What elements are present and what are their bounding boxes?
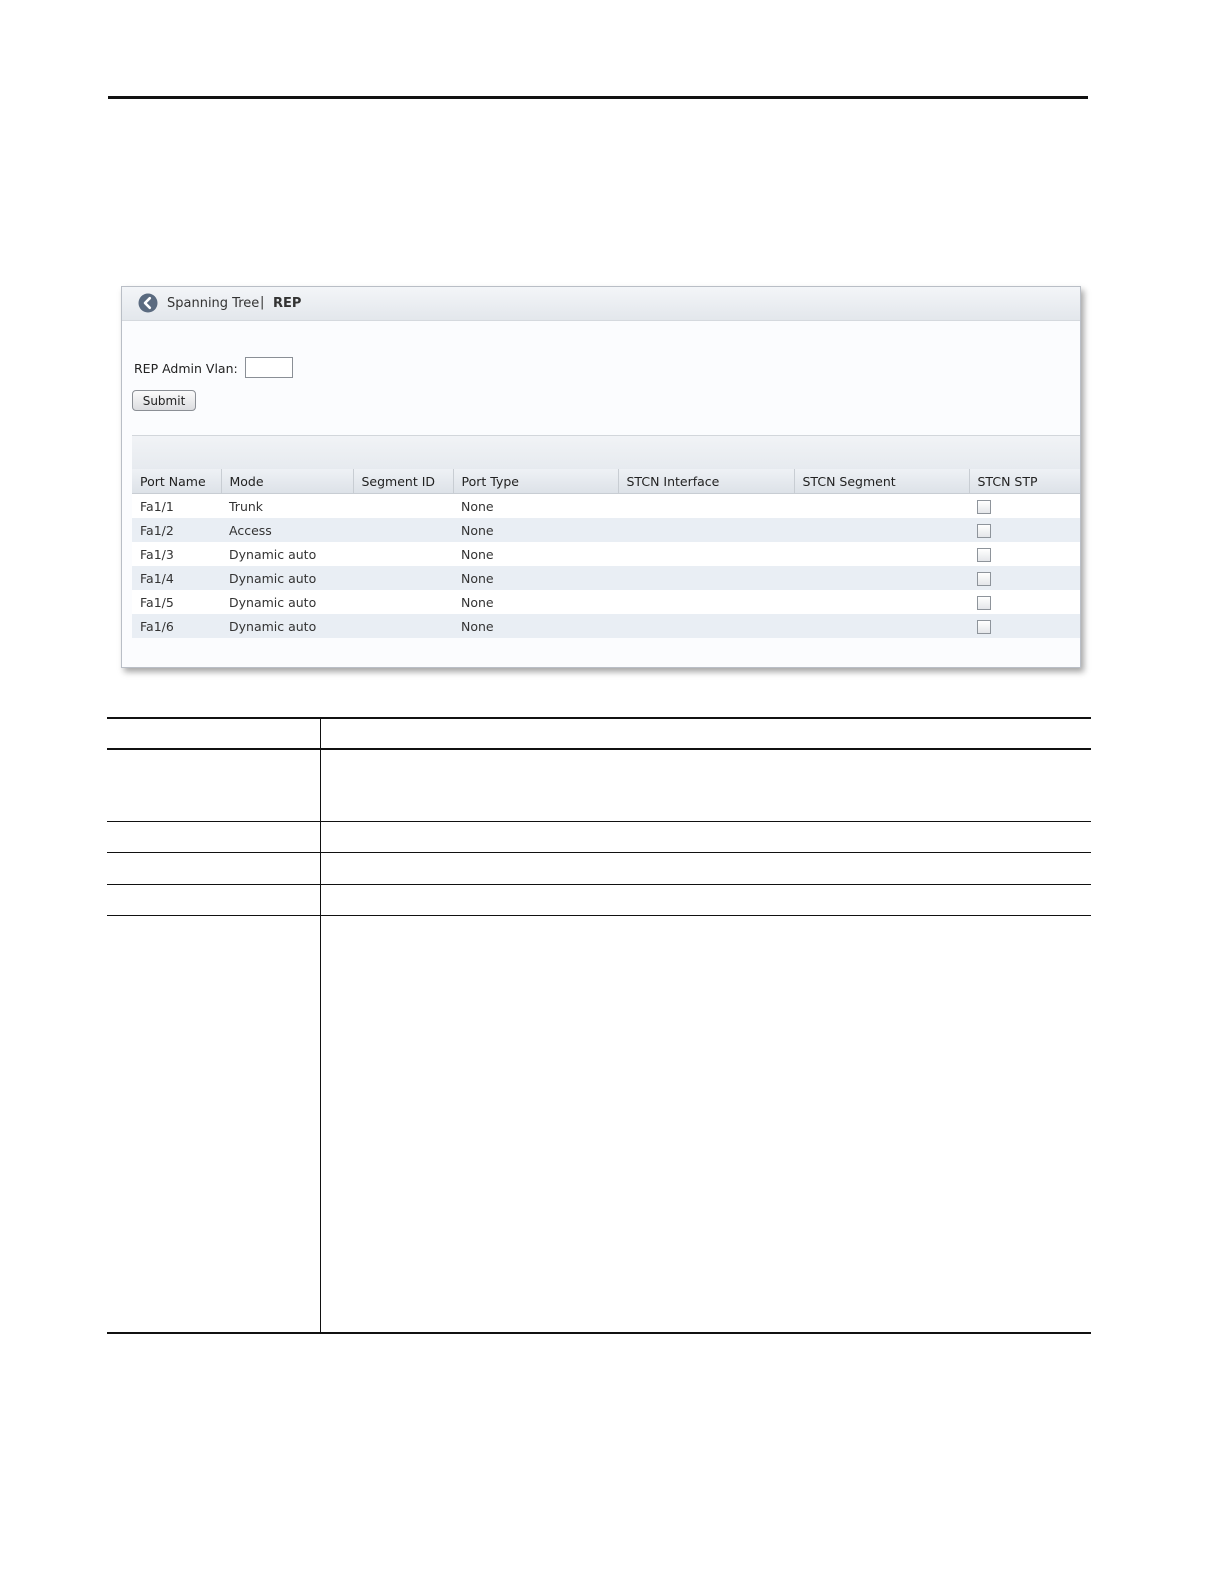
table-row[interactable] [132, 590, 1080, 614]
rep-panel [121, 286, 1081, 668]
stcn-stp-cell [969, 566, 1080, 590]
rep-ports-table [132, 469, 1080, 638]
segment-id-cell [353, 494, 453, 519]
table-header-row [132, 469, 1080, 494]
port-type-cell: None [453, 566, 618, 590]
stcn-stp-checkbox[interactable] [977, 620, 991, 634]
port-name-cell: Fa1/6 [132, 614, 221, 638]
port-name-cell: Fa1/4 [132, 566, 221, 590]
stcn-stp-checkbox[interactable] [977, 572, 991, 586]
mode-cell: Access [221, 518, 353, 542]
stcn-segment-cell [794, 542, 969, 566]
breadcrumb-separator: | [260, 295, 265, 310]
document-field-table [107, 717, 1091, 1334]
stcn-interface-cell [618, 542, 794, 566]
submit-button[interactable]: Submit [132, 390, 196, 411]
rep-admin-vlan-label: REP Admin Vlan: [134, 361, 238, 376]
stcn-stp-cell [969, 614, 1080, 638]
column-header-stcn-interface[interactable]: STCN Interface [618, 469, 794, 494]
stcn-segment-cell [794, 614, 969, 638]
stcn-interface-cell [618, 566, 794, 590]
table-row[interactable] [132, 542, 1080, 566]
column-header-port-type[interactable]: Port Type [453, 469, 618, 494]
column-header-port-name[interactable]: Port Name [132, 469, 221, 494]
port-type-cell: None [453, 542, 618, 566]
segment-id-cell [353, 614, 453, 638]
table-header-rule [107, 748, 1091, 750]
stcn-stp-cell [969, 518, 1080, 542]
stcn-interface-cell [618, 494, 794, 519]
stcn-segment-cell [794, 518, 969, 542]
segment-id-cell [353, 542, 453, 566]
breadcrumb-parent-link[interactable]: Spanning Tree [167, 296, 260, 311]
stcn-interface-cell [618, 614, 794, 638]
segment-id-cell [353, 566, 453, 590]
column-header-segment-id[interactable]: Segment ID [353, 469, 453, 494]
stcn-interface-cell [618, 518, 794, 542]
table-row-divider [107, 821, 1091, 822]
table-top-rule [107, 717, 1091, 719]
back-arrow-icon[interactable] [138, 293, 158, 313]
stcn-stp-cell [969, 590, 1080, 614]
stcn-segment-cell [794, 566, 969, 590]
port-name-cell: Fa1/3 [132, 542, 221, 566]
table-row-divider [107, 884, 1091, 885]
panel-header [122, 287, 1080, 321]
port-name-cell: Fa1/1 [132, 494, 221, 519]
stcn-stp-checkbox[interactable] [977, 500, 991, 514]
mode-cell: Dynamic auto [221, 566, 353, 590]
mode-cell: Dynamic auto [221, 614, 353, 638]
mode-cell: Trunk [221, 494, 353, 519]
table-bottom-rule [107, 1332, 1091, 1334]
table-row[interactable] [132, 566, 1080, 590]
column-header-stcn-segment[interactable]: STCN Segment [794, 469, 969, 494]
port-name-cell: Fa1/2 [132, 518, 221, 542]
port-type-cell: None [453, 614, 618, 638]
table-column-divider [320, 717, 321, 1334]
segment-id-cell [353, 590, 453, 614]
port-type-cell: None [453, 590, 618, 614]
stcn-stp-checkbox[interactable] [977, 596, 991, 610]
stcn-interface-cell [618, 590, 794, 614]
port-name-cell: Fa1/5 [132, 590, 221, 614]
rep-admin-vlan-input[interactable] [245, 357, 293, 378]
segment-id-cell [353, 518, 453, 542]
page-top-rule [108, 96, 1088, 99]
column-header-stcn-stp[interactable]: STCN STP [969, 469, 1080, 494]
stcn-segment-cell [794, 590, 969, 614]
stcn-stp-checkbox[interactable] [977, 548, 991, 562]
port-type-cell: None [453, 494, 618, 519]
stcn-stp-cell [969, 542, 1080, 566]
stcn-segment-cell [794, 494, 969, 519]
table-row-divider [107, 915, 1091, 916]
port-type-cell: None [453, 518, 618, 542]
stcn-stp-cell [969, 494, 1080, 519]
table-row[interactable] [132, 518, 1080, 542]
table-row[interactable] [132, 494, 1080, 519]
mode-cell: Dynamic auto [221, 590, 353, 614]
mode-cell: Dynamic auto [221, 542, 353, 566]
table-toolbar-band [132, 435, 1080, 470]
table-row-divider [107, 852, 1091, 853]
table-row[interactable] [132, 614, 1080, 638]
stcn-stp-checkbox[interactable] [977, 524, 991, 538]
column-header-mode[interactable]: Mode [221, 469, 353, 494]
breadcrumb-current: REP [273, 296, 302, 311]
